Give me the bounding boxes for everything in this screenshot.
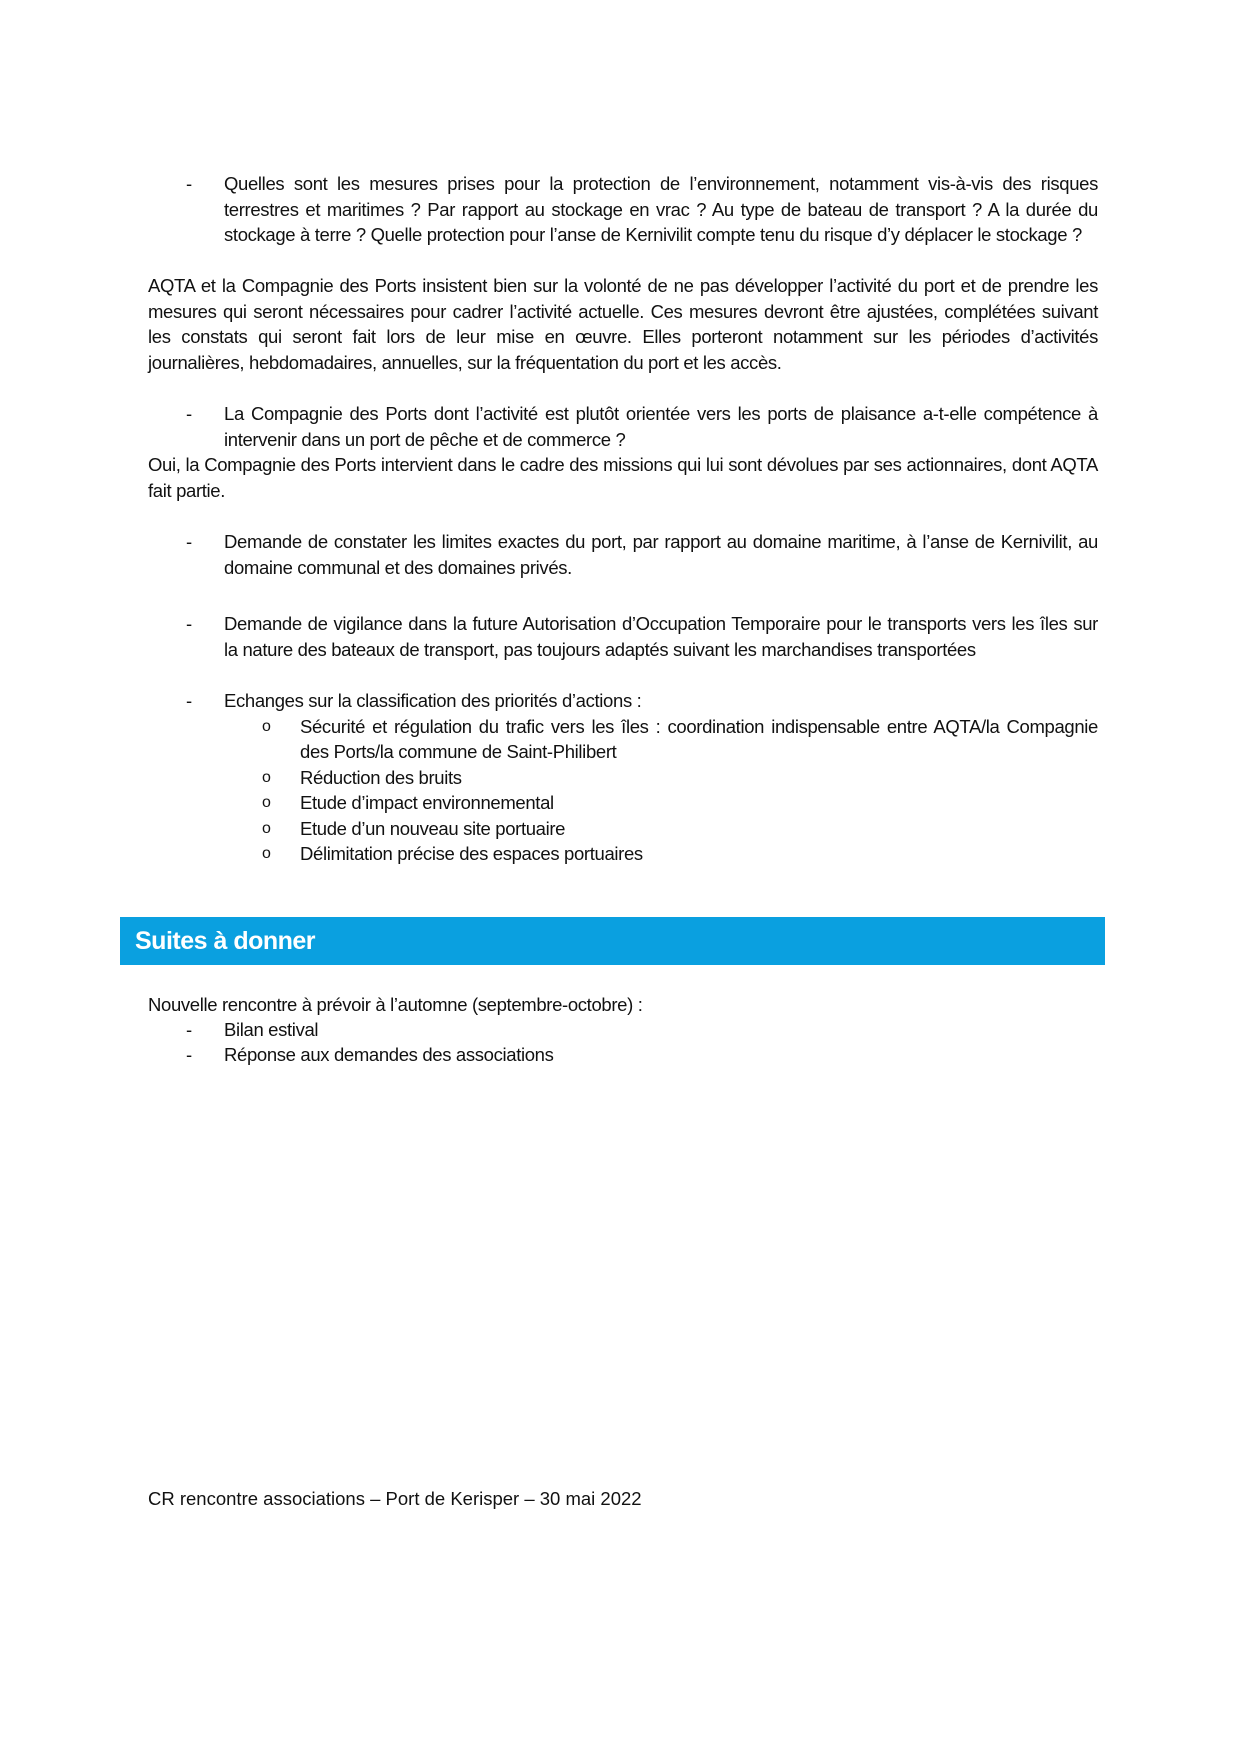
circle-bullet: o (262, 819, 271, 837)
question-environment-text: Quelles sont les mesures prises pour la protection de l’environnement, notamment vis-à-vis des risques terrestres et maritimes ? Par rapport au stockage en vrac ? Au type de bateau de transport ? A la durée du stockage à terre ? Quelle protection pour l’anse de Kernivilit compte tenu du risque d’y déplacer le stockage ? (224, 173, 1098, 245)
next-step-item-text: Bilan estival (224, 1019, 319, 1040)
question-environment (148, 171, 1098, 248)
priority-item (224, 765, 1098, 791)
next-step-item (148, 1017, 1098, 1043)
priority-item-text: Etude d’un nouveau site portuaire (300, 817, 566, 839)
question-competence (148, 401, 1098, 452)
priorities-list (148, 688, 1098, 867)
priority-item-text: Réduction des bruits (300, 766, 462, 788)
circle-bullet: o (262, 845, 271, 862)
answer-paragraph-1: AQTA et la Compagnie des Ports insistent bien sur la volonté de ne pas développer l’activité du port et de prendre les mesures qui seront nécessaires pour cadrer l’activité actuelle. Ces mesures devront être ajustées, complétées suivant les constats qui seront fait lors de leur mise en œuvre. Elles porteront notamment sur les périodes d’activités journalières, hebdomadaires, annuelles, sur la fréquentation du port et les accès. (148, 275, 1098, 373)
dash-bullet: - (186, 1044, 192, 1065)
priority-item (224, 790, 1098, 816)
circle-bullet: o (262, 717, 271, 735)
answer-paragraph-2: Oui, la Compagnie des Ports intervient dans le cadre des missions qui lui sont dévolues par ses actionnaires, dont AQTA fait partie. (148, 454, 1098, 501)
priorities-intro: Echanges sur la classification des priorités d’actions : (224, 690, 642, 711)
dash-bullet: - (186, 690, 192, 711)
circle-bullet: o (262, 768, 271, 786)
dash-bullet: - (186, 613, 192, 634)
priority-item-text: Etude d’impact environnemental (300, 792, 554, 813)
priority-item (224, 714, 1098, 765)
priority-item (224, 841, 1098, 867)
page-footer: CR rencontre associations – Port de Kerisper – 30 mai 2022 (148, 1488, 642, 1509)
request-port-limits (148, 529, 1098, 580)
next-step-item-text: Réponse aux demandes des associations (224, 1044, 554, 1065)
dash-bullet: - (186, 531, 192, 552)
dash-bullet: - (186, 173, 192, 194)
question-competence-text: La Compagnie des Ports dont l’activité est plutôt orientée vers les ports de plaisance a-t-elle compétence à intervenir dans un port de pêche et de commerce ? (224, 403, 1098, 450)
section-heading-banner (120, 917, 1105, 965)
dash-bullet: - (186, 403, 192, 424)
dash-bullet: - (186, 1019, 192, 1040)
request-vigilance-text: Demande de vigilance dans la future Autorisation d’Occupation Temporaire pour le transports vers les îles sur la nature des bateaux de transport, pas toujours adaptés suivant les marchandises transportées (224, 613, 1098, 660)
next-steps-intro: Nouvelle rencontre à prévoir à l’automne (septembre-octobre) : (148, 994, 643, 1015)
request-port-limits-text: Demande de constater les limites exactes du port, par rapport au domaine maritime, à l’anse de Kernivilit, au domaine communal et des domaines privés. (224, 531, 1098, 578)
priority-item-text: Sécurité et régulation du trafic vers les îles : coordination indispensable entre AQTA/la Compagnie des Ports/la commune de Saint-Philibert (300, 715, 1098, 762)
priority-item (224, 816, 1098, 842)
circle-bullet: o (262, 794, 271, 811)
priority-item-text: Délimitation précise des espaces portuaires (300, 843, 643, 864)
next-step-item (148, 1042, 1098, 1068)
request-vigilance (148, 611, 1098, 662)
section-heading: Suites à donner (135, 927, 316, 955)
